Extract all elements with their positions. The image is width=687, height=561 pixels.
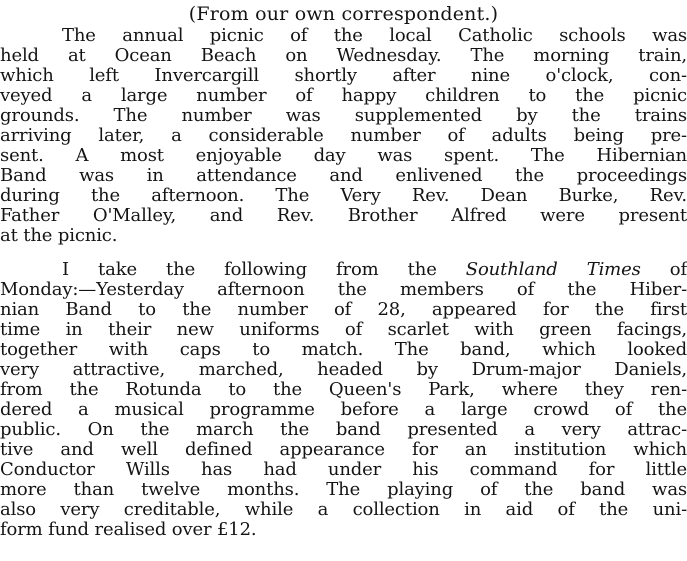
paragraph-1-line: at the picnic. bbox=[0, 225, 118, 246]
paragraph-2-lead-tail: of bbox=[640, 259, 687, 280]
paragraph-1-line: Band was in attendance and enlivened the proceedings bbox=[0, 165, 687, 186]
paragraph-1-line: Father O'Malley, and Rev. Brother Alfred were present bbox=[0, 205, 687, 226]
newspaper-title: Southland Times bbox=[465, 259, 641, 280]
paragraph-2-line: more than twelve months. The playing of the band was bbox=[0, 479, 687, 500]
paragraph-2-line: form fund realised over £12. bbox=[0, 519, 257, 540]
paragraph-2-line: time in their new uniforms of scarlet with green facings, bbox=[0, 319, 687, 340]
paragraph-1-line: grounds. The number was supplemented by the trains bbox=[0, 105, 687, 126]
paragraph-1-line: The annual picnic of the local Catholic schools was bbox=[62, 25, 687, 46]
paragraph-2-line: Monday:—Yesterday afternoon the members of the Hiber- bbox=[0, 279, 687, 300]
correspondent-heading: (From our own correspondent.) bbox=[188, 3, 499, 25]
paragraph-2-line: tive and well defined appearance for an institution which bbox=[0, 439, 687, 460]
paragraph-1-line: sent. A most enjoyable day was spent. The Hibernian bbox=[0, 145, 687, 166]
paragraph-2-first-line bbox=[0, 260, 687, 280]
paragraph-2-line: public. On the march the band presented a very attrac- bbox=[0, 419, 687, 440]
paragraph-1-line: which left Invercargill shortly after nine o'clock, con- bbox=[0, 65, 687, 86]
paragraph-1-line: during the afternoon. The Very Rev. Dean Burke, Rev. bbox=[0, 185, 687, 206]
paragraph-1-line: arriving later, a considerable number of adults being pre- bbox=[0, 125, 687, 146]
paragraph-1-line: held at Ocean Beach on Wednesday. The morning train, bbox=[0, 45, 687, 66]
paragraph-2-line: Conductor Wills has had under his command for little bbox=[0, 459, 687, 480]
paragraph-2-line: nian Band to the number of 28, appeared for the first bbox=[0, 299, 687, 320]
paragraph-2-lead-text: I take the following from the bbox=[62, 259, 466, 280]
paragraph-2-line: together with caps to match. The band, which looked bbox=[0, 339, 687, 360]
paragraph-1-line: veyed a large number of happy children to the picnic bbox=[0, 85, 687, 106]
paragraph-2-line: very attractive, marched, headed by Drum-major Daniels, bbox=[0, 359, 687, 380]
paragraph-2-line: also very creditable, while a collection in aid of the uni- bbox=[0, 499, 687, 520]
paragraph-2-line: dered a musical programme before a large crowd of the bbox=[0, 399, 687, 420]
paragraph-2-line: from the Rotunda to the Queen's Park, where they ren- bbox=[0, 379, 687, 400]
